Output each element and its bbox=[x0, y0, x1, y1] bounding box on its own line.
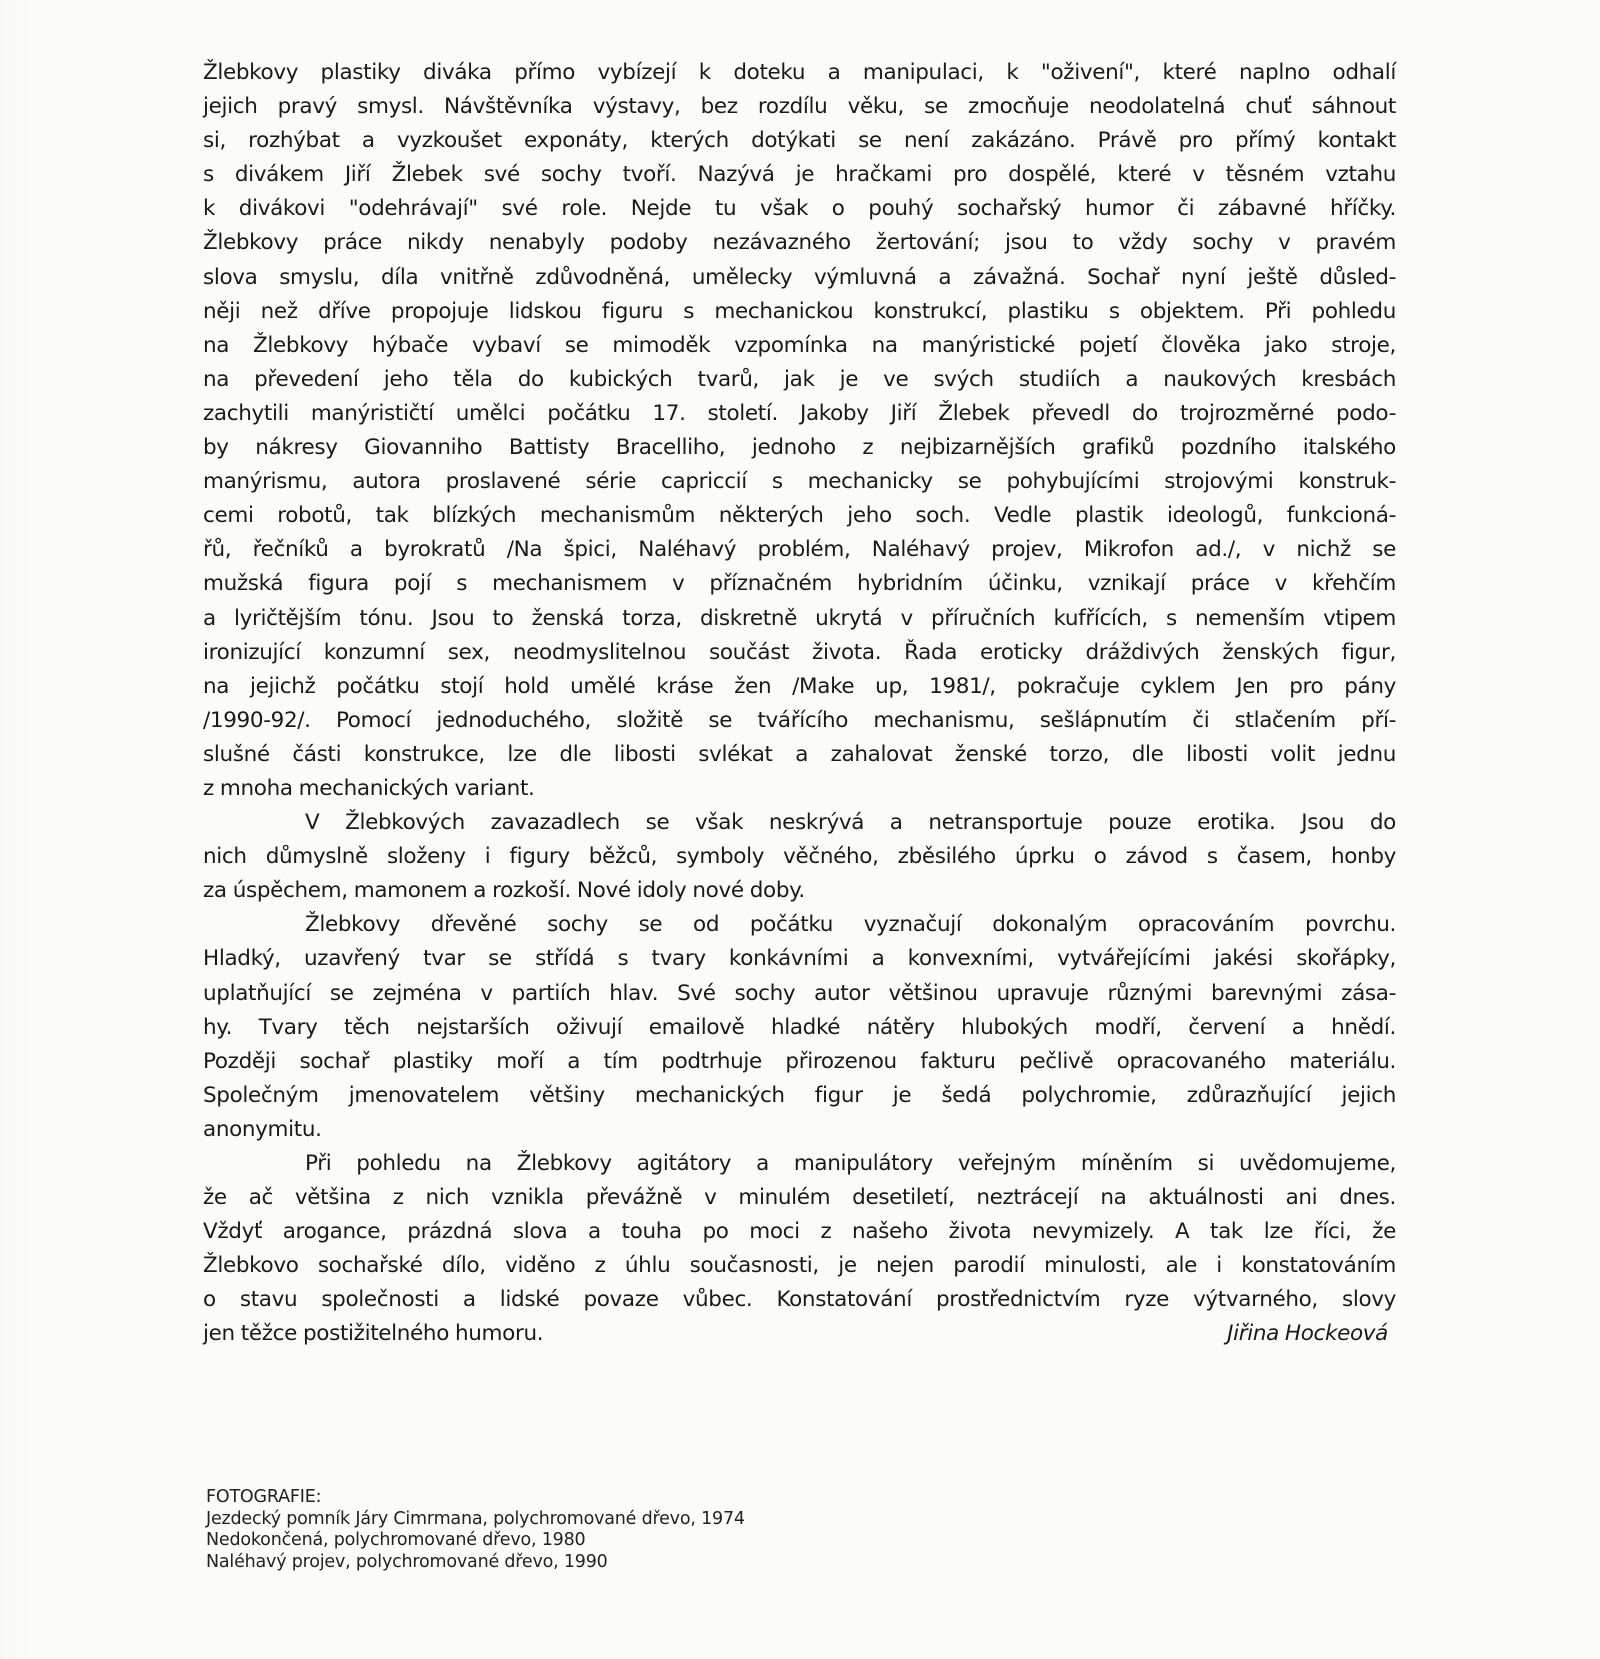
text-line: Žlebkovo sochařské dílo, viděno z úhlu současnosti, je nejen parodií minulosti, ale i konstatováním bbox=[203, 1253, 1396, 1279]
paragraph-1 bbox=[203, 56, 1396, 806]
text-line: Hladký, uzavřený tvar se střídá s tvary konkávními a konvexními, vytvářejícími jakési skořápky, bbox=[203, 946, 1396, 972]
text-line: nich důmyslně složeny i figury běžců, symboly věčného, zběsilého úprku o závod s časem, honby bbox=[203, 844, 1396, 870]
text-line: manýrismu, autora proslavené série capriccií s mechanicky se pohybujícími strojovými konstruk- bbox=[203, 469, 1396, 495]
text-line: uplatňující se zejména v partiích hlav. Své sochy autor většinou upravuje různými barevnými zása- bbox=[203, 980, 1396, 1006]
text-line: mužská figura pojí s mechanismem v příznačném hybridním účinku, vznikají práce v křehčím bbox=[203, 571, 1396, 597]
text-line: zachytili manýrističtí umělci počátku 17. století. Jakoby Jiří Žlebek převedl do trojrozměrné podo- bbox=[203, 400, 1396, 426]
text-line: k divákovi "odehrávají" své role. Nejde tu však o pouhý sochařský humor či zábavné hříčky. bbox=[203, 196, 1396, 222]
text-line: něji než dříve propojuje lidskou figuru s mechanickou konstrukcí, plastiku s objektem. Při pohledu bbox=[203, 298, 1396, 324]
text-line: na Žlebkovy hýbače vybaví se mimoděk vzpomínka na manýristické pojetí člověka jako stroje, bbox=[203, 332, 1396, 358]
text-line: na převedení jeho těla do kubických tvarů, jak je ve svých studiích a naukových kresbách bbox=[203, 366, 1396, 392]
photo-credit-item: Nedokončená, polychromované dřevo, 1980 bbox=[206, 1530, 586, 1550]
text-line: s divákem Jiří Žlebek své sochy tvoří. Nazývá je hračkami pro dospělé, které v těsném vztahu bbox=[203, 162, 1396, 188]
photo-credit-item: Naléhavý projev, polychromované dřevo, 1990 bbox=[206, 1551, 608, 1572]
author-signature: Jiřina Hockeová bbox=[1227, 1321, 1388, 1347]
text-line: V Žlebkových zavazadlech se však neskrývá a netransportuje pouze erotika. Jsou do bbox=[305, 810, 1396, 836]
text-line: že ač většina z nich vznikla převážně v minulém desetiletí, neztrácejí na aktuálnosti ani dnes. bbox=[203, 1185, 1396, 1211]
photo-credits-heading: FOTOGRAFIE: bbox=[206, 1487, 322, 1507]
text-line: na jejichž počátku stojí hold umělé kráse žen /Make up, 1981/, pokračuje cyklem Jen pro pány bbox=[203, 673, 1396, 699]
text-line: Společným jmenovatelem většiny mechanických figur je šedá polychromie, zdůrazňující jejich bbox=[203, 1082, 1396, 1108]
text-line: Při pohledu na Žlebkovy agitátory a manipulátory veřejným míněním si uvědomujeme, bbox=[305, 1151, 1396, 1176]
text-line: o stavu společnosti a lidské povaze vůbec. Konstatování prostřednictvím ryze výtvarného, slovy bbox=[203, 1287, 1396, 1313]
text-line: slušné části konstrukce, lze dle libosti svlékat a zahalovat ženské torzo, dle libosti volit jednu bbox=[203, 741, 1396, 767]
text-line: jen těžce postižitelného humoru. bbox=[203, 1321, 544, 1347]
paragraph-3 bbox=[203, 908, 1396, 1147]
text-line: Žlebkovy práce nikdy nenabyly podoby nezávazného žertování; jsou to vždy sochy v pravém bbox=[203, 230, 1396, 256]
text-line: jejich pravý smysl. Návštěvníka výstavy, bez rozdílu věku, se zmocňuje neodolatelná chuť sáhnout bbox=[203, 94, 1396, 120]
text-line: anonymitu. bbox=[203, 1116, 322, 1142]
paragraph-4 bbox=[203, 1147, 1396, 1352]
text-line: Později sochař plastiky moří a tím podtrhuje přirozenou fakturu pečlivě opracovaného materiálu. bbox=[203, 1048, 1396, 1074]
text-line: a lyričtějším tónu. Jsou to ženská torza, diskretně ukrytá v příručních kufřících, s nemenším vtipem bbox=[203, 605, 1396, 631]
text-line: by nákresy Giovanniho Battisty Bracelliho, jednoho z nejbizarnějších grafiků pozdního italského bbox=[203, 435, 1396, 461]
photo-credit-item: Jezdecký pomník Járy Cimrmana, polychromované dřevo, 1974 bbox=[206, 1508, 745, 1529]
text-line: Žlebkovy plastiky diváka přímo vybízejí k doteku a manipulaci, k "oživení", které naplno odhalí bbox=[203, 60, 1396, 85]
text-line: /1990-92/. Pomocí jednoduchého, složitě se tvářícího mechanismu, sešlápnutím či stlačením pří- bbox=[203, 707, 1396, 733]
article-body bbox=[203, 56, 1396, 1352]
text-line: cemi robotů, tak blízkých mechanismům některých jeho soch. Vedle plastik ideologů, funkcioná- bbox=[203, 503, 1396, 529]
closing-line bbox=[203, 1317, 1396, 1351]
text-line: řů, řečníků a byrokratů /Na špici, Naléhavý problém, Naléhavý projev, Mikrofon ad./, v nichž se bbox=[203, 537, 1396, 563]
paragraph-2 bbox=[203, 806, 1396, 908]
text-line: hy. Tvary těch nejstarších oživují emailově hladké nátěry hlubokých modří, červení a hnědí. bbox=[203, 1014, 1396, 1040]
text-line: ironizující konzumní sex, neodmyslitelnou součást života. Řada eroticky dráždivých ženských figur, bbox=[203, 639, 1396, 665]
text-line: Žlebkovy dřevěné sochy se od počátku vyznačují dokonalým opracováním povrchu. bbox=[305, 912, 1396, 938]
text-line: slova smyslu, díla vnitřně zdůvodněná, umělecky výmluvná a závažná. Sochař nyní ještě důsled- bbox=[203, 264, 1396, 290]
text-line: za úspěchem, mamonem a rozkoší. Nové idoly nové doby. bbox=[203, 878, 805, 904]
photo-credits bbox=[206, 1487, 745, 1573]
text-line: Vždyť arogance, prázdná slova a touha po moci z našeho života nevymizely. A tak lze říci, že bbox=[203, 1219, 1396, 1245]
text-line: z mnoha mechanických variant. bbox=[203, 775, 535, 801]
text-line: si, rozhýbat a vyzkoušet exponáty, kterých dotýkati se není zakázáno. Právě pro přímý kontakt bbox=[203, 128, 1396, 154]
